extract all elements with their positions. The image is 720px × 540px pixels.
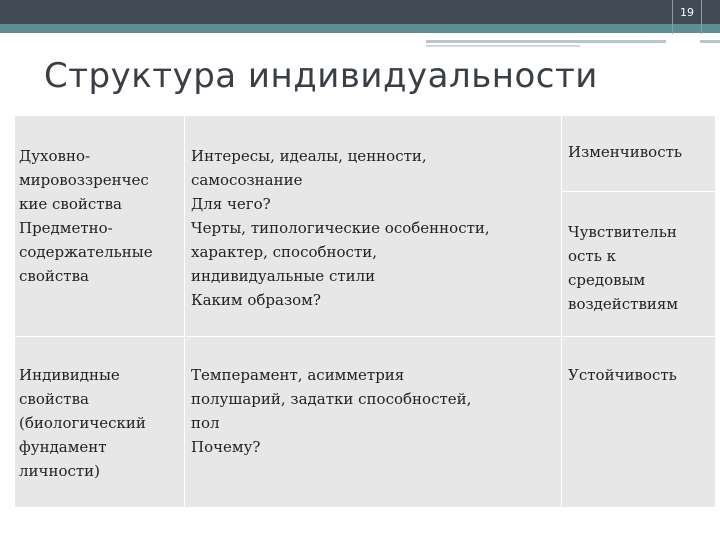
table-row bbox=[15, 337, 716, 508]
table-cell bbox=[15, 116, 185, 337]
page-number: 19 bbox=[680, 6, 694, 19]
cell-text: Устойчивость bbox=[568, 366, 677, 384]
cell-text: Изменчивость bbox=[568, 143, 683, 161]
table-cell bbox=[185, 116, 562, 337]
slide-header-bar bbox=[0, 0, 720, 24]
cell-text: Интересы, идеалы, ценности, самосознание Для чего? Черты, типологические особенности, характер, способности, индивидуальные стили Каким образом? bbox=[191, 147, 490, 309]
cell-text: Темперамент, асимметрия полушарий, задатки способностей, пол Почему? bbox=[191, 366, 472, 456]
cell-text: Духовно- мировоззренчес кие свойства Предметно- содержательные свойства bbox=[19, 147, 153, 285]
table-cell bbox=[562, 116, 716, 192]
table-cell bbox=[185, 337, 562, 508]
cell-text: Индивидные свойства (биологический фундамент личности) bbox=[19, 366, 146, 480]
slide-header-stripe bbox=[0, 24, 720, 33]
structure-table bbox=[14, 115, 716, 508]
table-cell bbox=[562, 191, 716, 336]
table-row bbox=[15, 116, 716, 192]
decorative-line bbox=[426, 45, 580, 47]
decorative-line bbox=[700, 40, 720, 43]
decorative-line bbox=[426, 40, 666, 43]
cell-text: Чувствительн ость к средовым воздействиям bbox=[568, 222, 679, 313]
table-cell bbox=[562, 337, 716, 508]
slide-title: Структура индивидуальности bbox=[44, 56, 598, 96]
table-cell bbox=[15, 337, 185, 508]
